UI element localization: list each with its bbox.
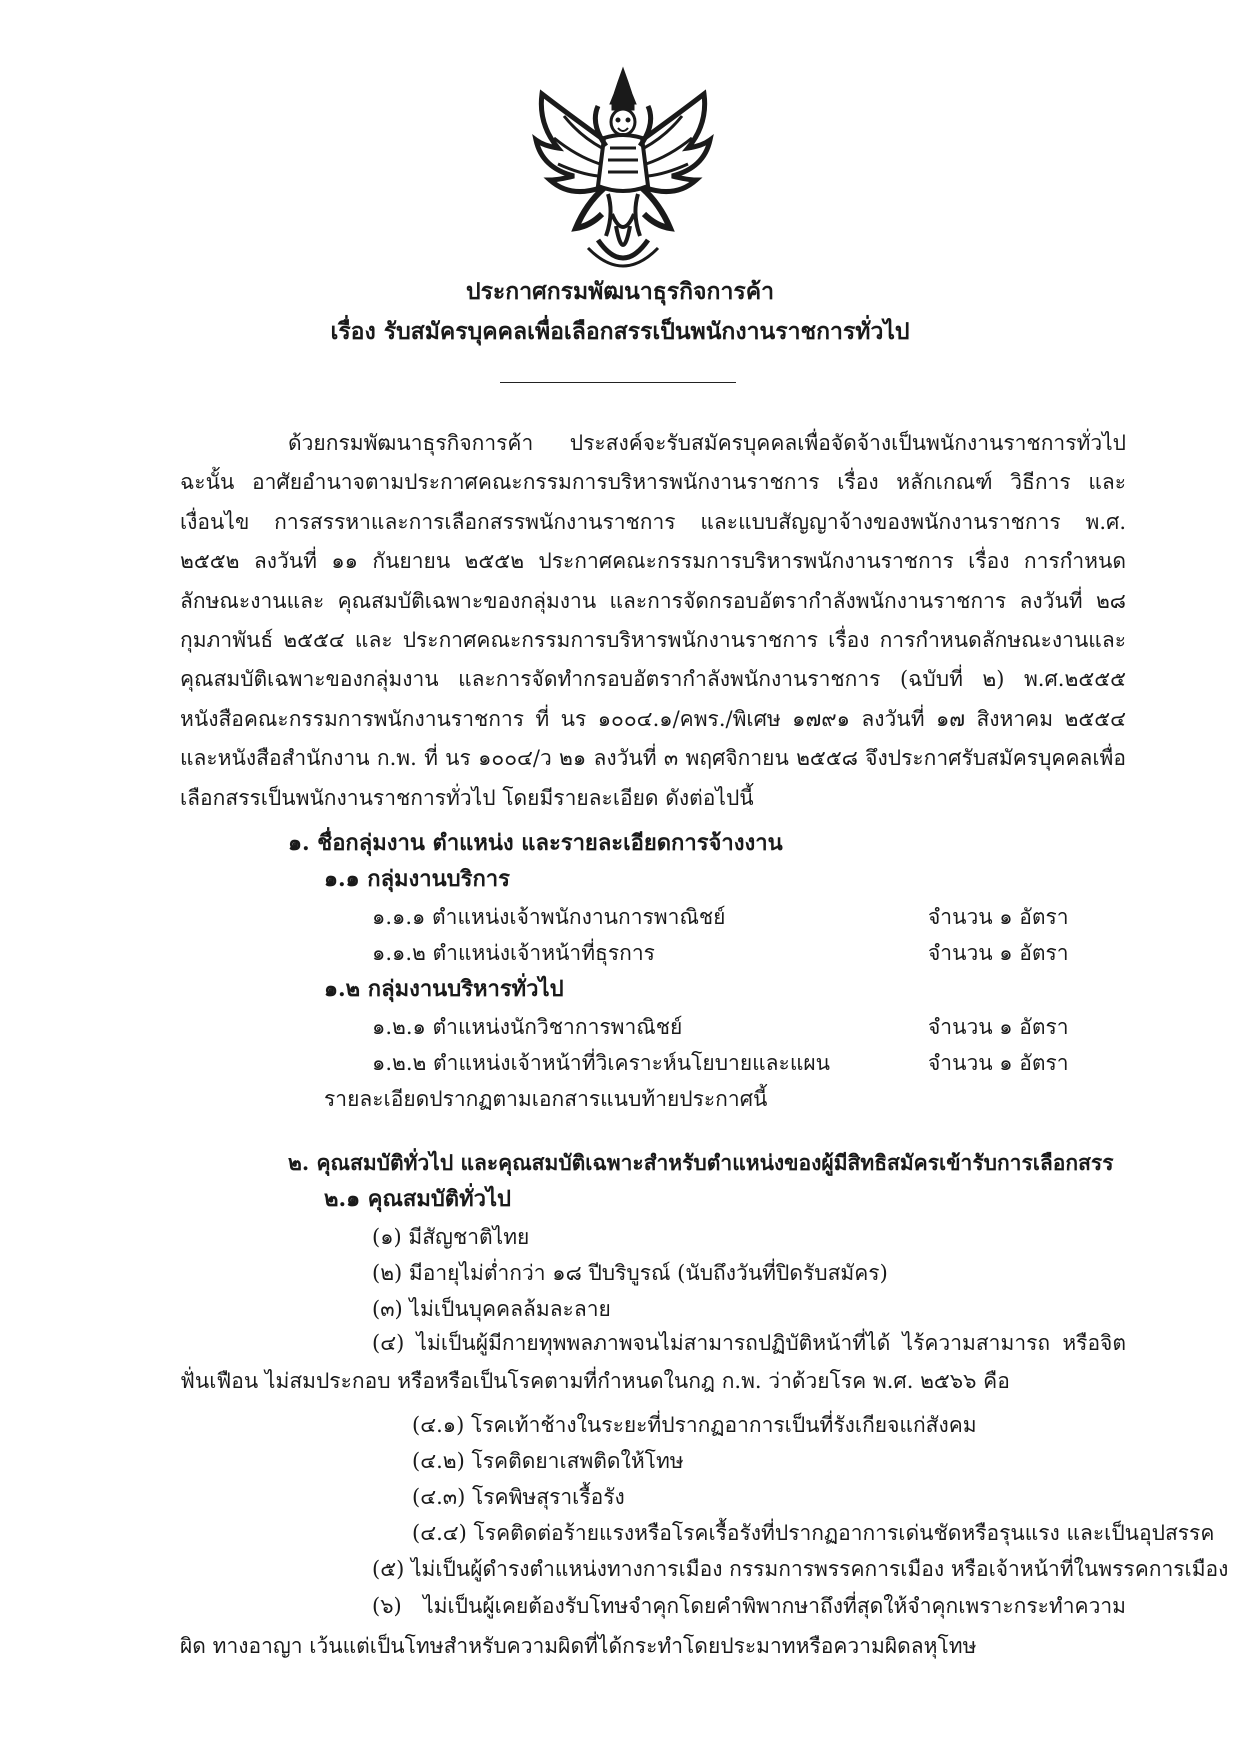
qualification-2: (๒) มีอายุไม่ต่ำกว่า ๑๘ ปีบริบูรณ์ (นับถึงวันที่ปิดรับสมัคร)	[372, 1261, 888, 1285]
group2-heading: ๑.๒ กลุ่มงานบริหารทั่วไป	[324, 976, 564, 1002]
section2-sub-heading: ๒.๑ คุณสมบัติทั่วไป	[324, 1186, 511, 1212]
group1-heading: ๑.๑ กลุ่มงานบริการ	[324, 866, 510, 892]
announcement-subject: เรื่อง รับสมัครบุคคลเพื่อเลือกสรรเป็นพนักงานราชการทั่วไป	[330, 318, 910, 345]
title-divider	[500, 382, 736, 383]
announcement-header	[0, 272, 1240, 352]
qualification-4-4: (๔.๔) โรคติดต่อร้ายแรงหรือโรคเรื้อรังที่ปรากฏอาการเด่นชัดหรือรุนแรง และเป็นอุปสรรค	[412, 1521, 1215, 1545]
section1-note: รายละเอียดปรากฏตามเอกสารแนบท้ายประกาศนี้	[324, 1087, 768, 1111]
position-1-1-1-qty: จำนวน ๑ อัตรา	[928, 905, 1069, 929]
garuda-emblem-icon	[528, 64, 718, 276]
intro-paragraph	[180, 424, 1126, 818]
position-1-1-1: ๑.๑.๑ ตำแหน่งเจ้าพนักงานการพาณิชย์	[372, 905, 726, 929]
section2-heading: ๒. คุณสมบัติทั่วไป และคุณสมบัติเฉพาะสำหรับตำแหน่งของผู้มีสิทธิสมัครเข้ารับการเลือกสรร	[288, 1150, 1114, 1175]
section1-heading: ๑. ชื่อกลุ่มงาน ตำแหน่ง และรายละเอียดการจ้างงาน	[288, 830, 783, 856]
qualification-5: (๕) ไม่เป็นผู้ดำรงตำแหน่งทางการเมือง กรรมการพรรคการเมือง หรือเจ้าหน้าที่ในพรรคการเมือง	[372, 1557, 1229, 1581]
position-1-1-2-qty: จำนวน ๑ อัตรา	[928, 941, 1069, 965]
position-1-1-2: ๑.๑.๒ ตำแหน่งเจ้าหน้าที่ธุรการ	[372, 941, 655, 965]
position-1-2-1: ๑.๒.๑ ตำแหน่งนักวิชาการพาณิชย์	[372, 1015, 683, 1039]
qualification-3: (๓) ไม่เป็นบุคคลล้มละลาย	[372, 1297, 611, 1321]
intro-text: ด้วยกรมพัฒนาธุรกิจการค้า ประสงค์จะรับสมัครบุคคลเพื่อจัดจ้างเป็นพนักงานราชการทั่วไป ฉะนั้น อาศัยอำนาจตามประกาศคณะกรรมการบริหารพนักงานราชการ เรื่อง หลักเกณฑ์ วิธีการ และเงื่อนไข การสรรหาและการเลือกสรรพนักงานราชการ และแบบสัญญาจ้างของพนักงานราชการ พ.ศ. ๒๕๕๒ ลงวันที่ ๑๑ กันยายน ๒๕๕๒ ประกาศคณะกรรมการบริหารพนักงานราชการ เรื่อง การกำหนดลักษณะงานและ คุณสมบัติเฉพาะของกลุ่มงาน และการจัดกรอบอัตรากำลังพนักงานราชการ ลงวันที่ ๒๘ กุมภาพันธ์ ๒๕๕๔ และ ประกาศคณะกรรมการบริหารพนักงานราชการ เรื่อง การกำหนดลักษณะงานและคุณสมบัติเฉพาะของกลุ่มงาน และการจัดทำกรอบอัตรากำลังพนักงานราชการ (ฉบับที่ ๒) พ.ศ.๒๕๕๕ หนังสือคณะกรรมการพนักงานราชการ ที่ นร ๑๐๐๔.๑/คพร./พิเศษ ๑๗๙๑ ลงวันที่ ๑๗ สิงหาคม ๒๕๕๔ และหนังสือสำนักงาน ก.พ. ที่ นร ๑๐๐๔/ว ๒๑ ลงวันที่ ๓ พฤศจิกายน ๒๕๕๘ จึงประกาศรับสมัครบุคคลเพื่อเลือกสรรเป็นพนักงานราชการทั่วไป โดยมีรายละเอียด ดังต่อไปนี้	[180, 431, 1127, 810]
position-1-2-1-qty: จำนวน ๑ อัตรา	[928, 1015, 1069, 1039]
qualification-1: (๑) มีสัญชาติไทย	[372, 1225, 530, 1249]
qualification-6: (๖) ไม่เป็นผู้เคยต้องรับโทษจำคุกโดยคำพิพากษาถึงที่สุดให้จำคุกเพราะกระทำความผิด ทางอาญา เว้นแต่เป็นโทษสำหรับความผิดที่ได้กระทำโดยประมาทหรือความผิดลหุโทษ	[180, 1594, 1126, 1658]
position-1-2-2: ๑.๒.๒ ตำแหน่งเจ้าหน้าที่วิเคราะห์นโยบายและแผน	[372, 1051, 831, 1075]
qualification-4: (๔) ไม่เป็นผู้มีกายทุพพลภาพจนไม่สามารถปฏิบัติหน้าที่ได้ ไร้ความสามารถ หรือจิตฟั่นเฟือน ไม่สมประกอบ หรือหรือเป็นโรคตามที่กำหนดในกฎ ก.พ. ว่าด้วยโรค พ.ศ. ๒๕๖๖ คือ	[180, 1331, 1126, 1393]
position-1-2-2-qty: จำนวน ๑ อัตรา	[928, 1051, 1069, 1075]
qualification-4-1: (๔.๑) โรคเท้าช้างในระยะที่ปรากฏอาการเป็นที่รังเกียจแก่สังคม	[412, 1413, 977, 1437]
announcement-title: ประกาศกรมพัฒนาธุรกิจการค้า	[465, 278, 775, 305]
qualification-4-3: (๔.๓) โรคพิษสุราเรื้อรัง	[412, 1485, 625, 1509]
qualification-4-2: (๔.๒) โรคติดยาเสพติดให้โทษ	[412, 1449, 684, 1473]
